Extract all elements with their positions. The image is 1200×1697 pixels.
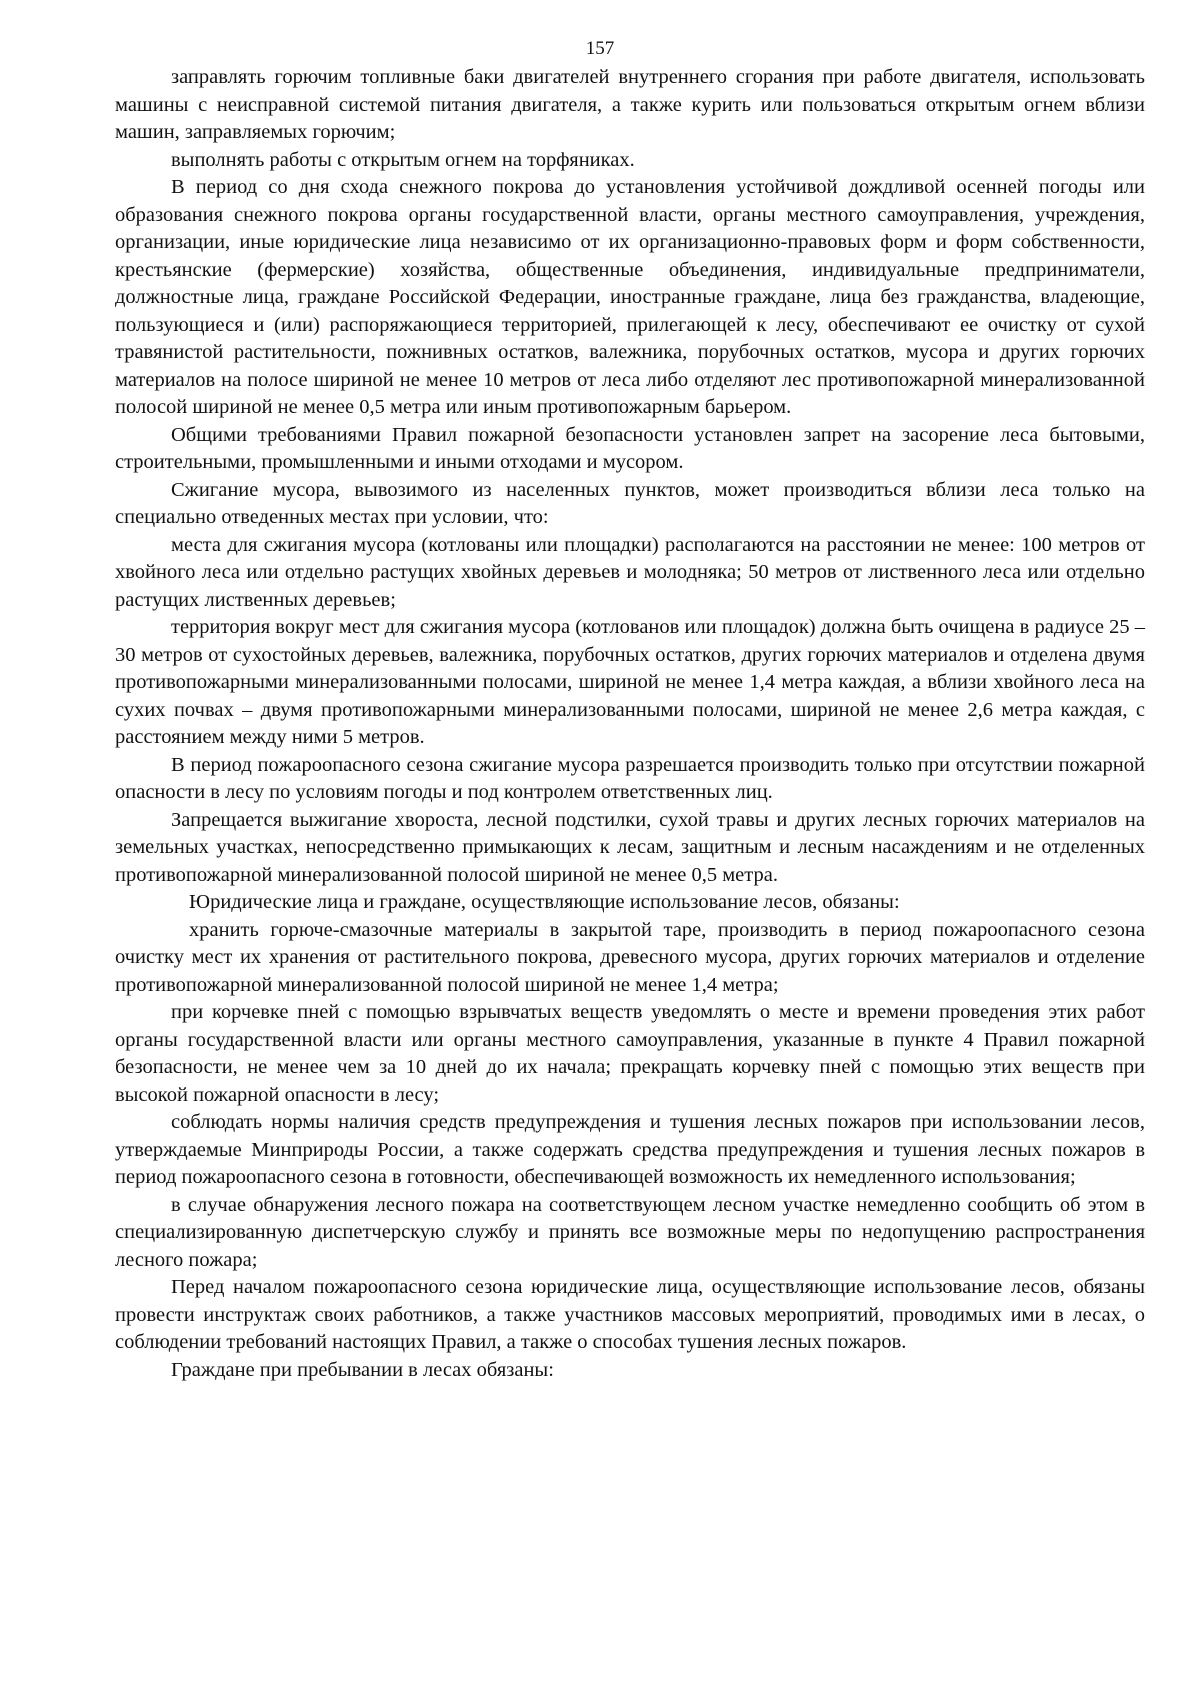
paragraph-burning-site-clearing: территория вокруг мест для сжигания мусора (котлованов или площадок) должна быть очищена в радиусе 25 – 30 метров от сухостойных деревьев, валежника, порубочных остатков, других горючих материалов и отделена двумя противопожарными минерализованными полосами, шириной не менее 1,4 метра каждая, а вблизи хвойного леса на сухих почвах – двумя противопожарными минерализованными полосами, шириной не менее 2,6 метра каждая, с расстоянием между ними 5 метров. bbox=[115, 616, 1145, 748]
paragraph-fire-season-burning: В период пожароопасного сезона сжигание мусора разрешается производить только при отсутствии пожарной опасности в лесу по условиям погоды и под контролем ответственных лиц. bbox=[115, 753, 1145, 803]
paragraph-briefing: Перед началом пожароопасного сезона юридические лица, осуществляющие использование лесов, обязаны провести инструктаж своих работников, а также участников массовых мероприятий, проводимых ими в лесах, о соблюдении требований настоящих Правил, а также о способах тушения лесных пожаров. bbox=[115, 1276, 1145, 1353]
paragraph-fire-equipment-norms: соблюдать нормы наличия средств предупреждения и тушения лесных пожаров при использовании лесов, утверждаемые Минприроды России, а также содержать средства предупреждения и тушения лесных пожаров в период пожароопасного сезона в готовности, обеспечивающей возможность их немедленного использования; bbox=[115, 1111, 1145, 1188]
paragraph-peat-fire-ban: выполнять работы с открытым огнем на торфяниках. bbox=[171, 148, 635, 171]
paragraph-citizens-obligations: Граждане при пребывании в лесах обязаны: bbox=[171, 1358, 554, 1381]
paragraph-littering-ban: Общими требованиями Правил пожарной безопасности установлен запрет на засорение леса бытовыми, строительными, промышленными и иными отходами и мусором. bbox=[115, 423, 1145, 473]
paragraph-burning-site-distance: места для сжигания мусора (котлованы или площадки) располагаются на расстоянии не менее: 100 метров от хвойного леса или отдельно растущих хвойных деревьев и молодняка; 50 метров от лиственного леса или отдельно растущих лиственных деревьев; bbox=[115, 533, 1145, 611]
paragraph-stump-removal: при корчевке пней с помощью взрывчатых веществ уведомлять о месте и времени проведения этих работ органы государственной власти или органы местного самоуправления, указанные в пункте 4 Правил пожарной безопасности, не менее чем за 10 дней до их начала; прекращать корчевку пней с помощью этих веществ при высокой пожарной опасности в лесу; bbox=[115, 1001, 1145, 1106]
paragraph-waste-burning-conditions: Сжигание мусора, вывозимого из населенных пунктов, может производиться вблизи леса только на специально отведенных местах при условии, что: bbox=[115, 478, 1145, 528]
paragraph-territory-clearing: В период со дня схода снежного покрова до установления устойчивой дождливой осенней погоды или образования снежного покрова органы государственной власти, органы местного самоуправления, учреждения, организации, иные юридические лица независимо от их организационно-правовых форм и форм собственности, крестьянские (фермерские) хозяйства, общественные объединения, индивидуальные предприниматели, должностные лица, граждане Российской Федерации, иностранные граждане, лица без гражданства, владеющие, пользующиеся и (или) распоряжающиеся территорией, прилегающей к лесу, обеспечивают ее очистку от сухой травянистой растительности, пожнивных остатков, валежника, порубочных остатков, мусора и других горючих материалов на полосе шириной не менее 10 метров от леса либо отделяют лес противопожарной минерализованной полосой шириной не менее 0,5 метра или иным противопожарным барьером. bbox=[115, 176, 1145, 418]
paragraph-brushwood-burning-ban: Запрещается выжигание хвороста, лесной подстилки, сухой травы и других лесных горючих материалов на земельных участках, непосредственно примыкающих к лесам, защитным и лесным насаждениям и не отделенных противопожарной минерализованной полосой шириной не менее 0,5 метра. bbox=[115, 808, 1145, 886]
paragraph-obligations-intro: Юридические лица и граждане, осуществляющие использование лесов, обязаны: bbox=[189, 891, 900, 913]
paragraph-fire-reporting: в случае обнаружения лесного пожара на соответствующем лесном участке немедленно сообщить об этом в специализированную диспетчерскую службу и принять все возможные меры по недопущению распространения лесного пожара; bbox=[115, 1193, 1145, 1271]
page-number: 157 bbox=[585, 38, 615, 59]
paragraph-fuel-storage: хранить горюче-смазочные материалы в закрытой таре, производить в период пожароопасного сезона очистку мест их хранения от растительного покрова, древесного мусора, других горючих материалов и отделение противопожарной минерализованной полосой шириной не менее 1,4 метра; bbox=[115, 918, 1145, 996]
body-text bbox=[115, 64, 1145, 1384]
paragraph-refueling-ban: заправлять горючим топливные баки двигателей внутреннего сгорания при работе двигателя, использовать машины с неисправной системой питания двигателя, а также курить или пользоваться открытым огнем вблизи машин, заправляемых горючим; bbox=[115, 66, 1145, 143]
